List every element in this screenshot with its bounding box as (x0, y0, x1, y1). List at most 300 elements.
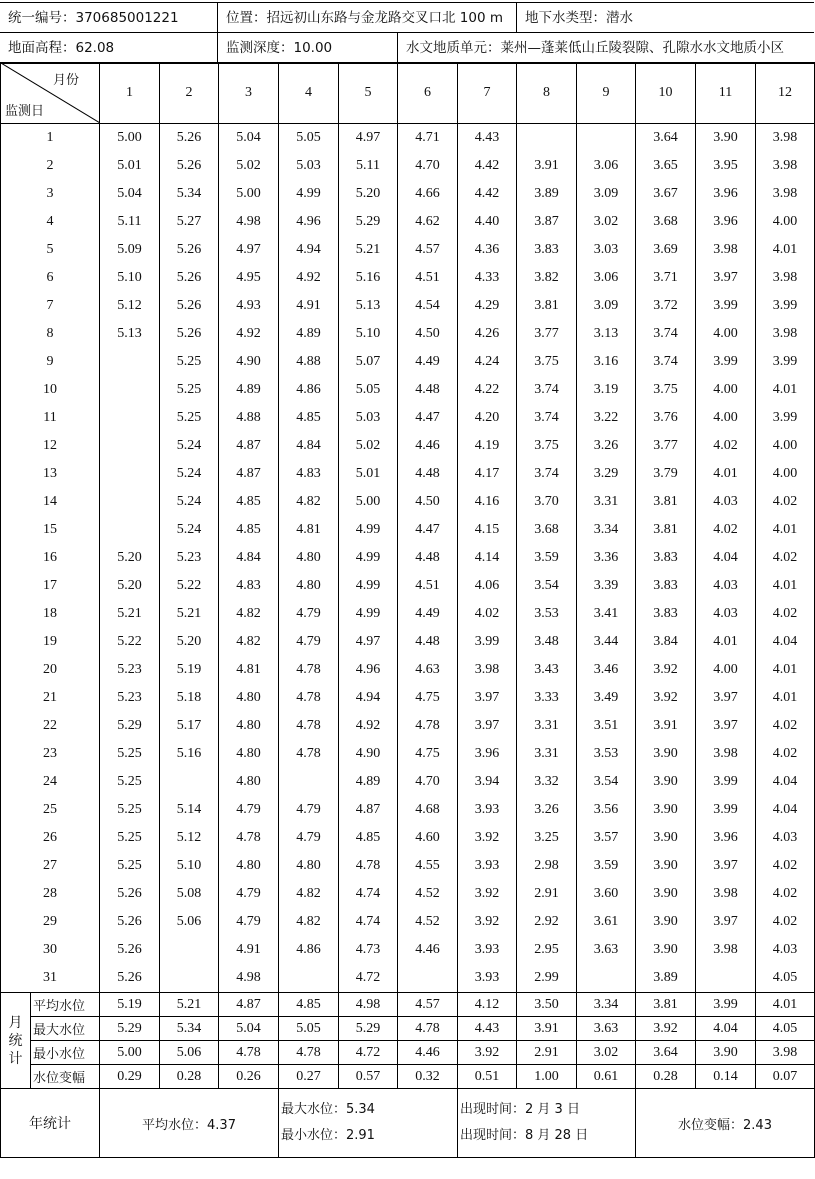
water-level-cell: 4.02 (756, 852, 815, 880)
water-level-cell: 4.02 (756, 600, 815, 628)
water-level-cell: 4.47 (398, 516, 458, 544)
water-level-cell: 4.01 (696, 460, 756, 488)
table-row (1, 404, 815, 432)
water-level-cell: 4.03 (756, 824, 815, 852)
water-level-cell: 4.99 (339, 572, 398, 600)
water-level-cell: 4.79 (279, 600, 339, 628)
monthly-stat-cell: 5.19 (100, 993, 160, 1017)
water-level-cell: 3.16 (577, 348, 636, 376)
water-level-cell: 3.90 (636, 740, 696, 768)
water-level-cell: 3.57 (577, 824, 636, 852)
water-level-cell: 3.91 (636, 712, 696, 740)
monthly-stat-cell: 0.28 (636, 1065, 696, 1089)
water-level-cell: 5.07 (339, 348, 398, 376)
table-row (1, 796, 815, 824)
water-level-cell: 4.74 (339, 880, 398, 908)
monthly-stat-row (1, 1017, 815, 1041)
day-label: 22 (1, 712, 100, 740)
water-level-cell: 3.90 (696, 124, 756, 153)
water-level-cell: 4.85 (339, 824, 398, 852)
water-level-cell: 4.70 (398, 152, 458, 180)
water-level-cell: 5.06 (160, 908, 219, 936)
monthly-stat-cell: 4.46 (398, 1041, 458, 1065)
water-level-cell (160, 936, 219, 964)
table-row (1, 460, 815, 488)
water-level-cell: 3.83 (517, 236, 577, 264)
water-level-cell: 4.83 (219, 572, 279, 600)
water-level-cell: 2.91 (517, 880, 577, 908)
water-level-cell: 4.79 (279, 796, 339, 824)
water-level-cell: 4.78 (219, 824, 279, 852)
water-level-cell: 4.00 (696, 376, 756, 404)
water-level-cell: 4.84 (219, 544, 279, 572)
monthly-stat-cell: 3.98 (756, 1041, 815, 1065)
water-level-cell: 3.70 (517, 488, 577, 516)
water-level-cell: 4.95 (219, 264, 279, 292)
water-level-cell: 3.93 (458, 936, 517, 964)
water-level-cell: 4.91 (219, 936, 279, 964)
water-level-cell (100, 376, 160, 404)
day-label: 27 (1, 852, 100, 880)
water-level-cell: 3.81 (636, 488, 696, 516)
day-label: 2 (1, 152, 100, 180)
water-level-cell: 3.76 (636, 404, 696, 432)
monthly-stat-cell: 0.28 (160, 1065, 219, 1089)
water-level-cell: 5.00 (219, 180, 279, 208)
water-level-cell: 2.99 (517, 964, 577, 993)
water-level-cell: 3.83 (636, 600, 696, 628)
water-level-cell: 3.92 (636, 656, 696, 684)
water-level-cell: 3.93 (458, 852, 517, 880)
water-level-cell: 4.98 (219, 964, 279, 993)
water-level-cell: 4.66 (398, 180, 458, 208)
water-level-cell: 5.11 (339, 152, 398, 180)
table-row (1, 152, 815, 180)
water-level-cell: 3.68 (636, 208, 696, 236)
month-header: 9 (577, 63, 636, 124)
water-level-cell: 4.78 (279, 712, 339, 740)
water-level-cell: 5.23 (100, 656, 160, 684)
water-level-cell: 4.49 (398, 348, 458, 376)
water-level-cell: 3.83 (636, 572, 696, 600)
water-level-cell: 3.95 (696, 152, 756, 180)
water-level-cell: 4.72 (339, 964, 398, 993)
water-level-cell: 5.20 (100, 572, 160, 600)
water-level-cell: 4.00 (696, 656, 756, 684)
water-level-cell: 5.26 (160, 236, 219, 264)
table-row (1, 376, 815, 404)
water-level-cell: 4.51 (398, 264, 458, 292)
water-level-cell: 3.96 (458, 740, 517, 768)
water-level-cell: 4.87 (339, 796, 398, 824)
day-label: 3 (1, 180, 100, 208)
water-level-cell: 3.60 (577, 880, 636, 908)
water-level-cell: 3.25 (517, 824, 577, 852)
water-level-cell: 5.11 (100, 208, 160, 236)
table-row (1, 740, 815, 768)
water-level-cell: 3.79 (636, 460, 696, 488)
water-level-cell (160, 768, 219, 796)
table-row (1, 908, 815, 936)
water-level-cell (100, 460, 160, 488)
day-label: 21 (1, 684, 100, 712)
water-level-cell: 4.89 (219, 376, 279, 404)
water-level-cell: 4.97 (339, 124, 398, 153)
monthly-stat-cell: 3.92 (458, 1041, 517, 1065)
water-level-cell: 4.06 (458, 572, 517, 600)
water-level-cell: 5.21 (339, 236, 398, 264)
water-level-cell: 4.79 (279, 824, 339, 852)
water-level-cell: 4.33 (458, 264, 517, 292)
day-label: 18 (1, 600, 100, 628)
water-level-cell: 4.90 (339, 740, 398, 768)
groundwater-type: 地下水类型：潜水 (516, 3, 814, 33)
water-level-cell: 4.04 (756, 628, 815, 656)
water-level-cell: 3.98 (756, 320, 815, 348)
water-level-cell: 4.29 (458, 292, 517, 320)
monthly-stat-cell: 0.51 (458, 1065, 517, 1089)
water-level-cell: 3.94 (458, 768, 517, 796)
water-level-cell: 4.01 (696, 628, 756, 656)
water-level-cell: 3.97 (458, 684, 517, 712)
water-level-cell: 3.97 (458, 712, 517, 740)
day-label: 6 (1, 264, 100, 292)
day-label: 25 (1, 796, 100, 824)
water-level-cell: 4.94 (279, 236, 339, 264)
water-level-cell: 5.08 (160, 880, 219, 908)
water-level-cell: 3.53 (577, 740, 636, 768)
water-level-cell: 5.09 (100, 236, 160, 264)
water-level-cell: 4.97 (339, 628, 398, 656)
water-level-cell: 4.02 (756, 544, 815, 572)
annual-min-time: 出现时间：8 月 28 日 (460, 1128, 589, 1143)
water-level-cell: 3.75 (517, 348, 577, 376)
water-level-cell: 3.99 (458, 628, 517, 656)
water-level-cell: 3.99 (756, 292, 815, 320)
water-level-cell: 4.92 (219, 320, 279, 348)
water-level-cell: 5.24 (160, 516, 219, 544)
water-level-cell: 4.52 (398, 880, 458, 908)
water-level-cell: 4.83 (279, 460, 339, 488)
station-id: 统一编号：370685001221 (8, 10, 179, 26)
water-level-cell: 4.78 (279, 740, 339, 768)
water-level-cell: 3.99 (756, 348, 815, 376)
water-level-cell: 5.12 (100, 292, 160, 320)
water-level-cell: 3.74 (517, 460, 577, 488)
table-row (1, 544, 815, 572)
water-level-cell: 4.02 (756, 880, 815, 908)
water-level-cell: 3.75 (517, 432, 577, 460)
water-level-cell: 4.02 (756, 740, 815, 768)
water-level-cell: 5.21 (100, 600, 160, 628)
monthly-stat-cell: 0.61 (577, 1065, 636, 1089)
water-level-cell: 5.18 (160, 684, 219, 712)
annual-max-time: 出现时间：2 月 3 日 (460, 1102, 580, 1117)
monthly-stat-cell: 1.00 (517, 1065, 577, 1089)
water-level-cell: 4.57 (398, 236, 458, 264)
table-row (1, 236, 815, 264)
water-level-cell: 3.26 (577, 432, 636, 460)
water-level-cell: 5.17 (160, 712, 219, 740)
water-level-cell: 4.52 (398, 908, 458, 936)
water-level-cell: 5.25 (100, 768, 160, 796)
annual-min: 最小水位：2.91 (281, 1128, 375, 1143)
water-level-cell: 5.26 (160, 292, 219, 320)
water-level-cell: 3.92 (636, 684, 696, 712)
water-level-cell: 3.31 (577, 488, 636, 516)
water-level-cell: 5.25 (160, 376, 219, 404)
water-level-cell: 5.10 (160, 852, 219, 880)
water-level-cell: 4.92 (339, 712, 398, 740)
water-level-cell: 3.19 (577, 376, 636, 404)
table-row (1, 936, 815, 964)
water-level-cell: 4.75 (398, 740, 458, 768)
water-level-cell: 4.80 (219, 852, 279, 880)
water-level-cell: 4.80 (219, 712, 279, 740)
water-level-cell (577, 964, 636, 993)
water-level-cell: 3.89 (636, 964, 696, 993)
water-level-cell (696, 964, 756, 993)
corner-cell (1, 63, 100, 124)
water-level-cell: 2.98 (517, 852, 577, 880)
water-level-cell: 5.25 (100, 824, 160, 852)
water-level-cell: 3.31 (517, 712, 577, 740)
water-level-cell: 4.04 (756, 768, 815, 796)
monthly-stat-cell: 0.27 (279, 1065, 339, 1089)
water-level-cell: 3.98 (696, 236, 756, 264)
water-level-cell: 3.99 (696, 768, 756, 796)
water-level-cell: 3.97 (696, 852, 756, 880)
water-level-cell: 4.22 (458, 376, 517, 404)
water-level-cell: 5.20 (160, 628, 219, 656)
water-level-cell: 4.49 (398, 600, 458, 628)
day-label: 1 (1, 124, 100, 153)
table-row (1, 348, 815, 376)
water-level-cell: 3.65 (636, 152, 696, 180)
water-level-cell: 4.82 (279, 880, 339, 908)
water-level-cell: 4.16 (458, 488, 517, 516)
water-level-cell (100, 488, 160, 516)
water-level-cell: 4.86 (279, 936, 339, 964)
water-level-cell: 3.99 (696, 292, 756, 320)
monthly-stats-category (1, 993, 31, 1089)
water-level-cell: 4.85 (219, 516, 279, 544)
water-level-cell: 3.98 (756, 152, 815, 180)
day-label: 20 (1, 656, 100, 684)
water-level-cell: 5.26 (160, 124, 219, 153)
annual-occurrence-times (458, 1089, 636, 1158)
water-level-cell: 4.74 (339, 908, 398, 936)
water-level-cell: 4.04 (756, 796, 815, 824)
hydro-unit: 水文地质单元：莱州—蓬莱低山丘陵裂隙、孔隙水水文地质小区 (397, 33, 814, 63)
water-level-cell: 3.77 (517, 320, 577, 348)
day-label: 4 (1, 208, 100, 236)
monthly-stat-cell: 4.12 (458, 993, 517, 1017)
water-level-cell: 4.75 (398, 684, 458, 712)
water-level-cell: 5.23 (160, 544, 219, 572)
water-level-cell: 5.00 (339, 488, 398, 516)
water-level-cell: 4.85 (279, 404, 339, 432)
water-level-cell: 4.43 (458, 124, 517, 153)
water-level-cell (279, 964, 339, 993)
category-char: 统 (8, 1032, 23, 1049)
monthly-stat-label: 水位变幅 (31, 1065, 100, 1089)
day-label: 16 (1, 544, 100, 572)
water-level-cell: 4.80 (279, 572, 339, 600)
water-level-cell: 4.79 (219, 908, 279, 936)
water-level-cell: 4.03 (696, 572, 756, 600)
water-level-cell: 4.51 (398, 572, 458, 600)
monthly-stat-cell: 4.57 (398, 993, 458, 1017)
monthly-stat-cell: 5.29 (339, 1017, 398, 1041)
water-level-cell: 5.03 (339, 404, 398, 432)
water-level-cell: 4.82 (219, 628, 279, 656)
table-row (1, 432, 815, 460)
water-level-cell: 4.02 (756, 712, 815, 740)
water-level-cell (100, 348, 160, 376)
water-level-cell: 3.51 (577, 712, 636, 740)
day-label: 29 (1, 908, 100, 936)
water-level-cell: 4.19 (458, 432, 517, 460)
water-level-cell: 5.25 (100, 740, 160, 768)
water-level-cell: 4.68 (398, 796, 458, 824)
water-level-cell: 4.81 (219, 656, 279, 684)
water-level-cell: 4.01 (756, 656, 815, 684)
day-label: 24 (1, 768, 100, 796)
location: 位置：招远初山东路与金龙路交叉口北 100 m (217, 3, 516, 33)
water-level-cell: 3.99 (696, 796, 756, 824)
annual-stats-label: 年统计 (1, 1089, 100, 1158)
water-level-cell (398, 964, 458, 993)
water-level-cell: 4.87 (219, 460, 279, 488)
water-level-cell: 3.93 (458, 964, 517, 993)
month-header: 10 (636, 63, 696, 124)
monthly-stat-cell: 3.99 (696, 993, 756, 1017)
monthly-stat-cell: 5.00 (100, 1041, 160, 1065)
water-level-cell: 3.36 (577, 544, 636, 572)
water-level-cell: 3.31 (517, 740, 577, 768)
water-level-cell: 5.22 (160, 572, 219, 600)
water-level-cell: 4.87 (219, 432, 279, 460)
month-header: 11 (696, 63, 756, 124)
day-label: 13 (1, 460, 100, 488)
water-level-cell: 4.46 (398, 936, 458, 964)
table-body (1, 63, 815, 1158)
water-level-cell: 4.48 (398, 628, 458, 656)
water-level-cell: 2.95 (517, 936, 577, 964)
water-level-cell: 3.69 (636, 236, 696, 264)
water-level-cell: 5.26 (100, 964, 160, 993)
water-level-cell: 4.26 (458, 320, 517, 348)
water-level-cell: 4.88 (219, 404, 279, 432)
annual-max-min (279, 1089, 458, 1158)
water-level-cell (100, 432, 160, 460)
monthly-stat-cell: 4.87 (219, 993, 279, 1017)
monthly-stat-cell: 5.06 (160, 1041, 219, 1065)
water-level-cell: 5.04 (219, 124, 279, 153)
month-header: 5 (339, 63, 398, 124)
table-row (1, 572, 815, 600)
water-level-cell: 4.42 (458, 152, 517, 180)
water-level-cell: 4.00 (696, 404, 756, 432)
water-level-cell: 4.98 (219, 208, 279, 236)
water-level-cell: 3.43 (517, 656, 577, 684)
table-row (1, 264, 815, 292)
monthly-stat-cell: 0.07 (756, 1065, 815, 1089)
water-level-cell: 5.26 (100, 908, 160, 936)
water-level-cell: 3.75 (636, 376, 696, 404)
monthly-stat-cell: 3.92 (636, 1017, 696, 1041)
day-label: 17 (1, 572, 100, 600)
water-level-cell: 3.81 (517, 292, 577, 320)
water-level-cell: 4.47 (398, 404, 458, 432)
table-row (1, 964, 815, 993)
water-level-cell: 4.80 (219, 684, 279, 712)
monthly-stat-cell: 5.21 (160, 993, 219, 1017)
monitoring-depth: 监测深度：10.00 (217, 33, 397, 63)
water-level-cell: 3.97 (696, 712, 756, 740)
water-level-cell: 5.16 (339, 264, 398, 292)
water-level-cell: 4.01 (756, 376, 815, 404)
month-header: 3 (219, 63, 279, 124)
day-label: 19 (1, 628, 100, 656)
day-label: 26 (1, 824, 100, 852)
water-level-cell: 5.12 (160, 824, 219, 852)
water-level-cell: 3.63 (577, 936, 636, 964)
water-level-cell: 3.59 (577, 852, 636, 880)
water-level-cell (100, 516, 160, 544)
water-level-cell: 4.15 (458, 516, 517, 544)
water-level-cell: 5.24 (160, 460, 219, 488)
water-level-cell: 3.67 (636, 180, 696, 208)
water-level-cell: 5.13 (339, 292, 398, 320)
water-level-cell: 4.96 (339, 656, 398, 684)
water-level-cell: 5.13 (100, 320, 160, 348)
table-row (1, 180, 815, 208)
water-level-cell: 4.63 (398, 656, 458, 684)
water-level-cell: 4.89 (339, 768, 398, 796)
table-row (1, 124, 815, 153)
water-level-cell: 4.99 (339, 600, 398, 628)
water-level-cell: 4.85 (219, 488, 279, 516)
water-level-cell: 3.90 (636, 824, 696, 852)
monthly-stat-cell: 3.91 (517, 1017, 577, 1041)
water-level-cell: 4.36 (458, 236, 517, 264)
table-row (1, 880, 815, 908)
table-row (1, 684, 815, 712)
header-row-1 (0, 2, 814, 33)
water-level-cell: 4.01 (756, 684, 815, 712)
water-level-cell: 5.29 (339, 208, 398, 236)
table-row (1, 712, 815, 740)
water-level-cell: 5.26 (160, 264, 219, 292)
water-level-cell: 5.21 (160, 600, 219, 628)
month-header: 6 (398, 63, 458, 124)
water-level-cell: 4.03 (696, 600, 756, 628)
water-level-cell: 4.80 (219, 740, 279, 768)
water-level-cell: 3.74 (636, 348, 696, 376)
water-level-cell: 4.42 (458, 180, 517, 208)
table-row (1, 292, 815, 320)
water-level-cell: 5.25 (100, 852, 160, 880)
monthly-stat-cell: 5.05 (279, 1017, 339, 1041)
water-level-cell: 4.14 (458, 544, 517, 572)
water-level-cell: 3.13 (577, 320, 636, 348)
water-level-cell: 4.81 (279, 516, 339, 544)
monthly-stat-cell: 4.85 (279, 993, 339, 1017)
water-level-cell: 5.24 (160, 432, 219, 460)
category-char: 月 (8, 1014, 23, 1031)
